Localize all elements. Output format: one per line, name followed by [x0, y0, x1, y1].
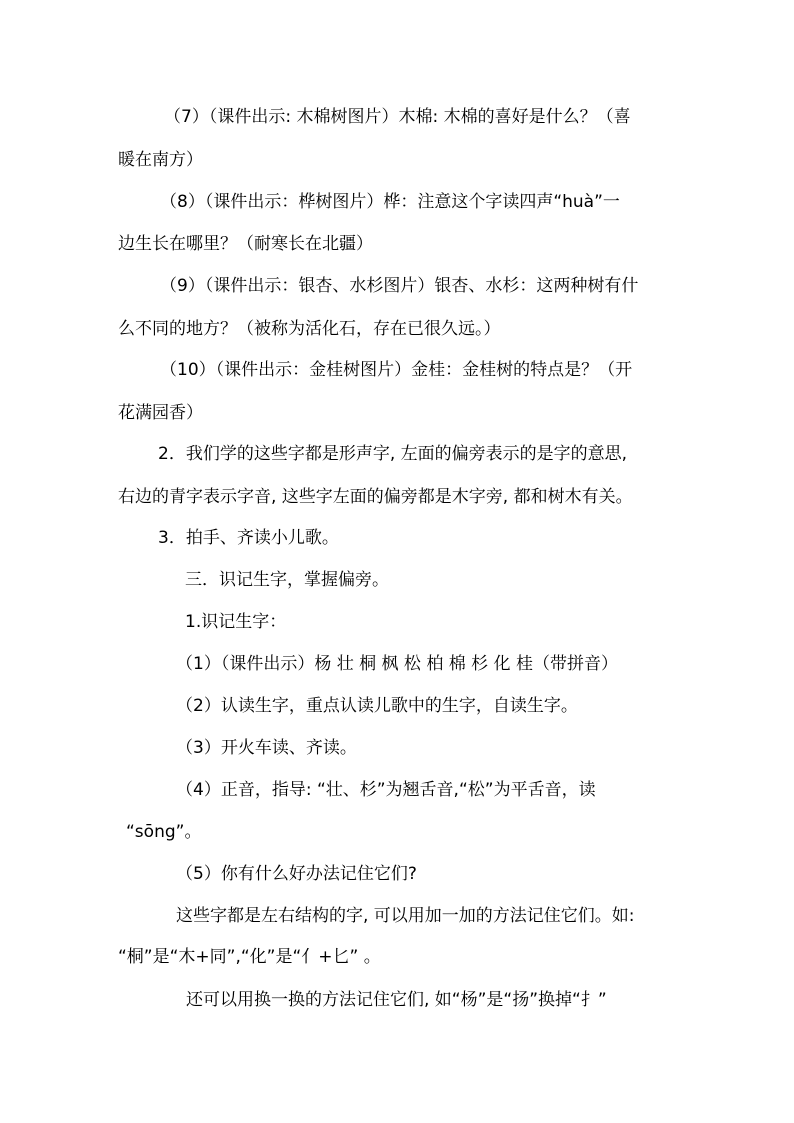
text-line: （4）正音，指导: “壮、杉”为翘舌音,“松”为平舌音，读 — [176, 780, 596, 800]
text-line: （3）开火车读、齐读。 — [176, 738, 357, 758]
text-line: （7）（课件出示: 木棉树图片）木棉: 木棉的喜好是什么？（喜 — [164, 107, 631, 127]
text-line: “sōng”。 — [126, 822, 202, 842]
text-line: “桐”是“木+同”,“化”是“亻+匕” 。 — [118, 947, 381, 967]
text-line: （1）（课件出示）杨 壮 桐 枫 松 柏 棉 杉 化 桂（带拼音） — [176, 654, 618, 674]
text-line: （5）你有什么好办法记住它们? — [176, 864, 417, 884]
text-line: 还可以用换一换的方法记住它们, 如“杨”是“扬”换掉“扌” — [186, 990, 607, 1010]
text-line: 么不同的地方？（被称为活化石，存在已很久远。） — [118, 319, 501, 339]
text-line: 暖在南方） — [118, 150, 203, 170]
text-line: 边生长在哪里？（耐寒长在北疆） — [118, 234, 373, 254]
text-line: 这些字都是左右结构的字, 可以用加一加的方法记住它们。如: — [176, 906, 635, 926]
text-line: 3．拍手、齐读小儿歌。 — [158, 528, 339, 548]
text-line: 2．我们学的这些字都是形声字, 左面的偏旁表示的是字的意思, — [158, 444, 628, 464]
text-line: 花满园香） — [118, 403, 203, 423]
text-line: （8）（课件出示：桦树图片）桦：注意这个字读四声“huà”一 — [160, 192, 620, 212]
text-line: 右边的青字表示字音, 这些字左面的偏旁都是木字旁, 都和树木有关。 — [118, 487, 633, 507]
text-line: 三．识记生字，掌握偏旁。 — [185, 570, 389, 590]
text-line: （10）（课件出示：金桂树图片）金桂：金桂树的特点是？（开 — [160, 360, 633, 380]
text-line: 1.识记生字： — [185, 612, 287, 632]
text-line: （9）（课件出示：银杏、水杉图片）银杏、水杉：这两种树有什 — [160, 276, 639, 296]
text-line: （2）认读生字，重点认读儿歌中的生字，自读生字。 — [176, 696, 578, 716]
